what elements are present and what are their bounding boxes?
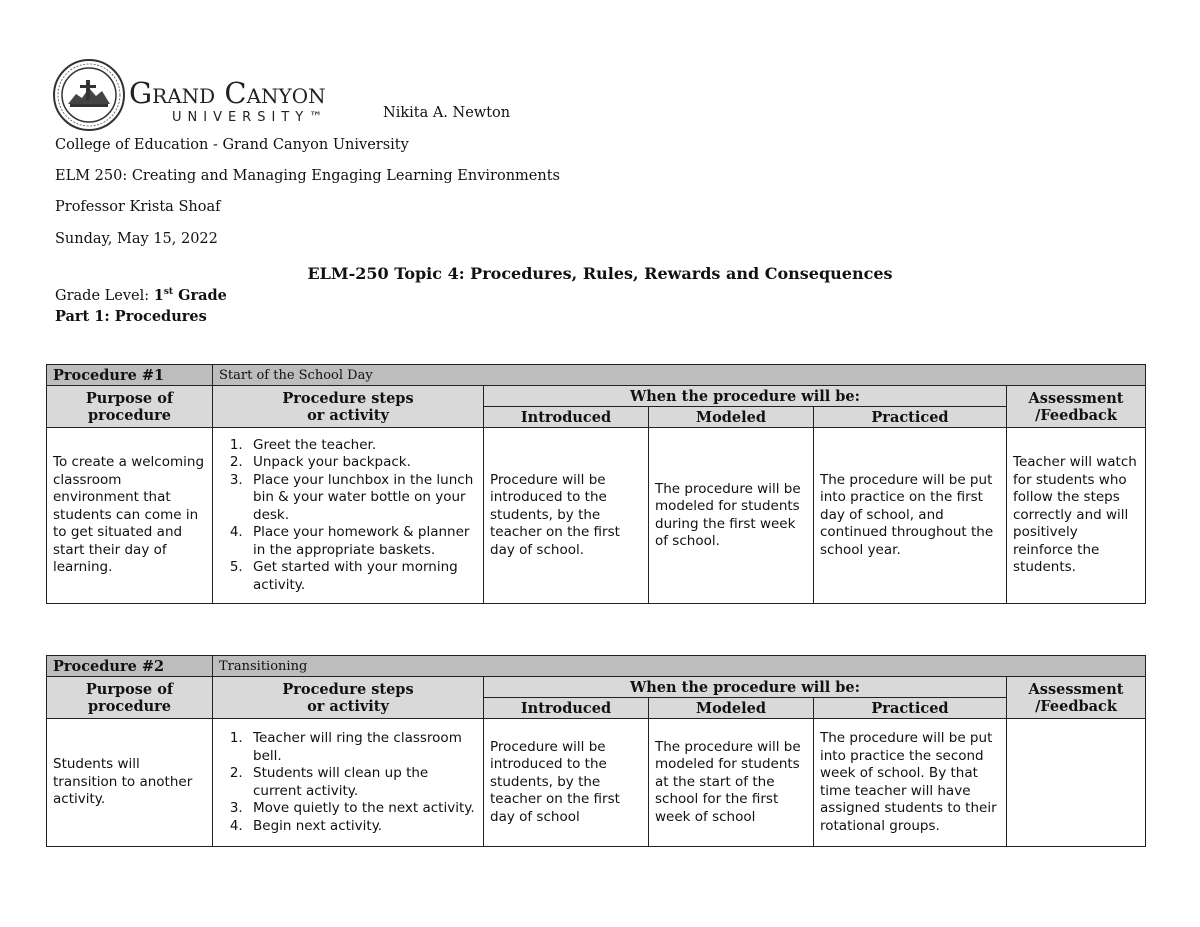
- assessment-header: Assessment /Feedback: [1007, 386, 1146, 428]
- modeled-header: Modeled: [649, 407, 814, 428]
- practiced-header: Practiced: [814, 407, 1007, 428]
- step-item: 2. Students will clean up the current activity.: [247, 765, 477, 800]
- practiced-header: Practiced: [814, 698, 1007, 719]
- introduced-header: Introduced: [484, 698, 649, 719]
- step-item: 5. Get started with your morning activity.: [247, 559, 477, 594]
- procedure-table-1: [46, 364, 1146, 604]
- grade-level: Grade Level: 1st Grade: [55, 287, 227, 304]
- part-heading: Part 1: Procedures: [55, 308, 207, 325]
- step-item: 4. Begin next activity.: [247, 818, 477, 836]
- when-header: When the procedure will be:: [484, 677, 1007, 698]
- introduced-header: Introduced: [484, 407, 649, 428]
- step-item: 3. Place your lunchbox in the lunch bin & your water bottle on your desk.: [247, 472, 477, 525]
- university-seal-icon: [52, 58, 126, 132]
- procedure-label: Procedure #1: [47, 365, 213, 386]
- introduced-cell: Procedure will be introduced to the students, by the teacher on the first day of school: [484, 719, 649, 847]
- practiced-cell: The procedure will be put into practice the second week of school. By that time teacher will have assigned students to their rotational groups.: [814, 719, 1007, 847]
- author-name: Nikita A. Newton: [383, 105, 511, 121]
- assessment-header: Assessment /Feedback: [1007, 677, 1146, 719]
- date-line: Sunday, May 15, 2022: [55, 231, 218, 247]
- steps-header: Procedure steps or activity: [213, 386, 484, 428]
- college-line: College of Education - Grand Canyon University: [55, 137, 409, 153]
- procedure-name: Transitioning: [213, 656, 1146, 677]
- university-logo: [52, 58, 372, 125]
- purpose-cell: To create a welcoming classroom environment that students can come in to get situated and start their day of learning.: [47, 428, 213, 604]
- practiced-cell: The procedure will be put into practice on the first day of school, and continued throughout the school year.: [814, 428, 1007, 604]
- step-item: 1. Greet the teacher.: [247, 437, 477, 455]
- step-item: 4. Place your homework & planner in the appropriate baskets.: [247, 524, 477, 559]
- logo-wordmark: Grand Canyon: [129, 76, 326, 110]
- introduced-cell: Procedure will be introduced to the students, by the teacher on the first day of school.: [484, 428, 649, 604]
- procedure-table-2: [46, 655, 1146, 847]
- course-line: ELM 250: Creating and Managing Engaging Learning Environments: [55, 168, 560, 184]
- step-item: 1. Teacher will ring the classroom bell.: [247, 730, 477, 765]
- logo-subtitle: UNIVERSITY™: [172, 110, 329, 125]
- modeled-header: Modeled: [649, 698, 814, 719]
- purpose-cell: Students will transition to another activity.: [47, 719, 213, 847]
- modeled-cell: The procedure will be modeled for students during the first week of school.: [649, 428, 814, 604]
- steps-cell: [213, 428, 484, 604]
- purpose-header: Purpose of procedure: [47, 677, 213, 719]
- procedure-name: Start of the School Day: [213, 365, 1146, 386]
- assessment-cell: Teacher will watch for students who follow the steps correctly and will positively reinforce the students.: [1007, 428, 1146, 604]
- steps-cell: [213, 719, 484, 847]
- steps-list: [219, 730, 477, 835]
- professor-line: Professor Krista Shoaf: [55, 199, 221, 215]
- steps-list: [219, 437, 477, 595]
- document-title: ELM-250 Topic 4: Procedures, Rules, Rewards and Consequences: [307, 264, 893, 283]
- step-item: 2. Unpack your backpack.: [247, 454, 477, 472]
- assessment-cell: [1007, 719, 1146, 847]
- purpose-header: Purpose of procedure: [47, 386, 213, 428]
- step-item: 3. Move quietly to the next activity.: [247, 800, 477, 818]
- steps-header: Procedure steps or activity: [213, 677, 484, 719]
- procedure-label: Procedure #2: [47, 656, 213, 677]
- when-header: When the procedure will be:: [484, 386, 1007, 407]
- modeled-cell: The procedure will be modeled for students at the start of the school for the first week of school: [649, 719, 814, 847]
